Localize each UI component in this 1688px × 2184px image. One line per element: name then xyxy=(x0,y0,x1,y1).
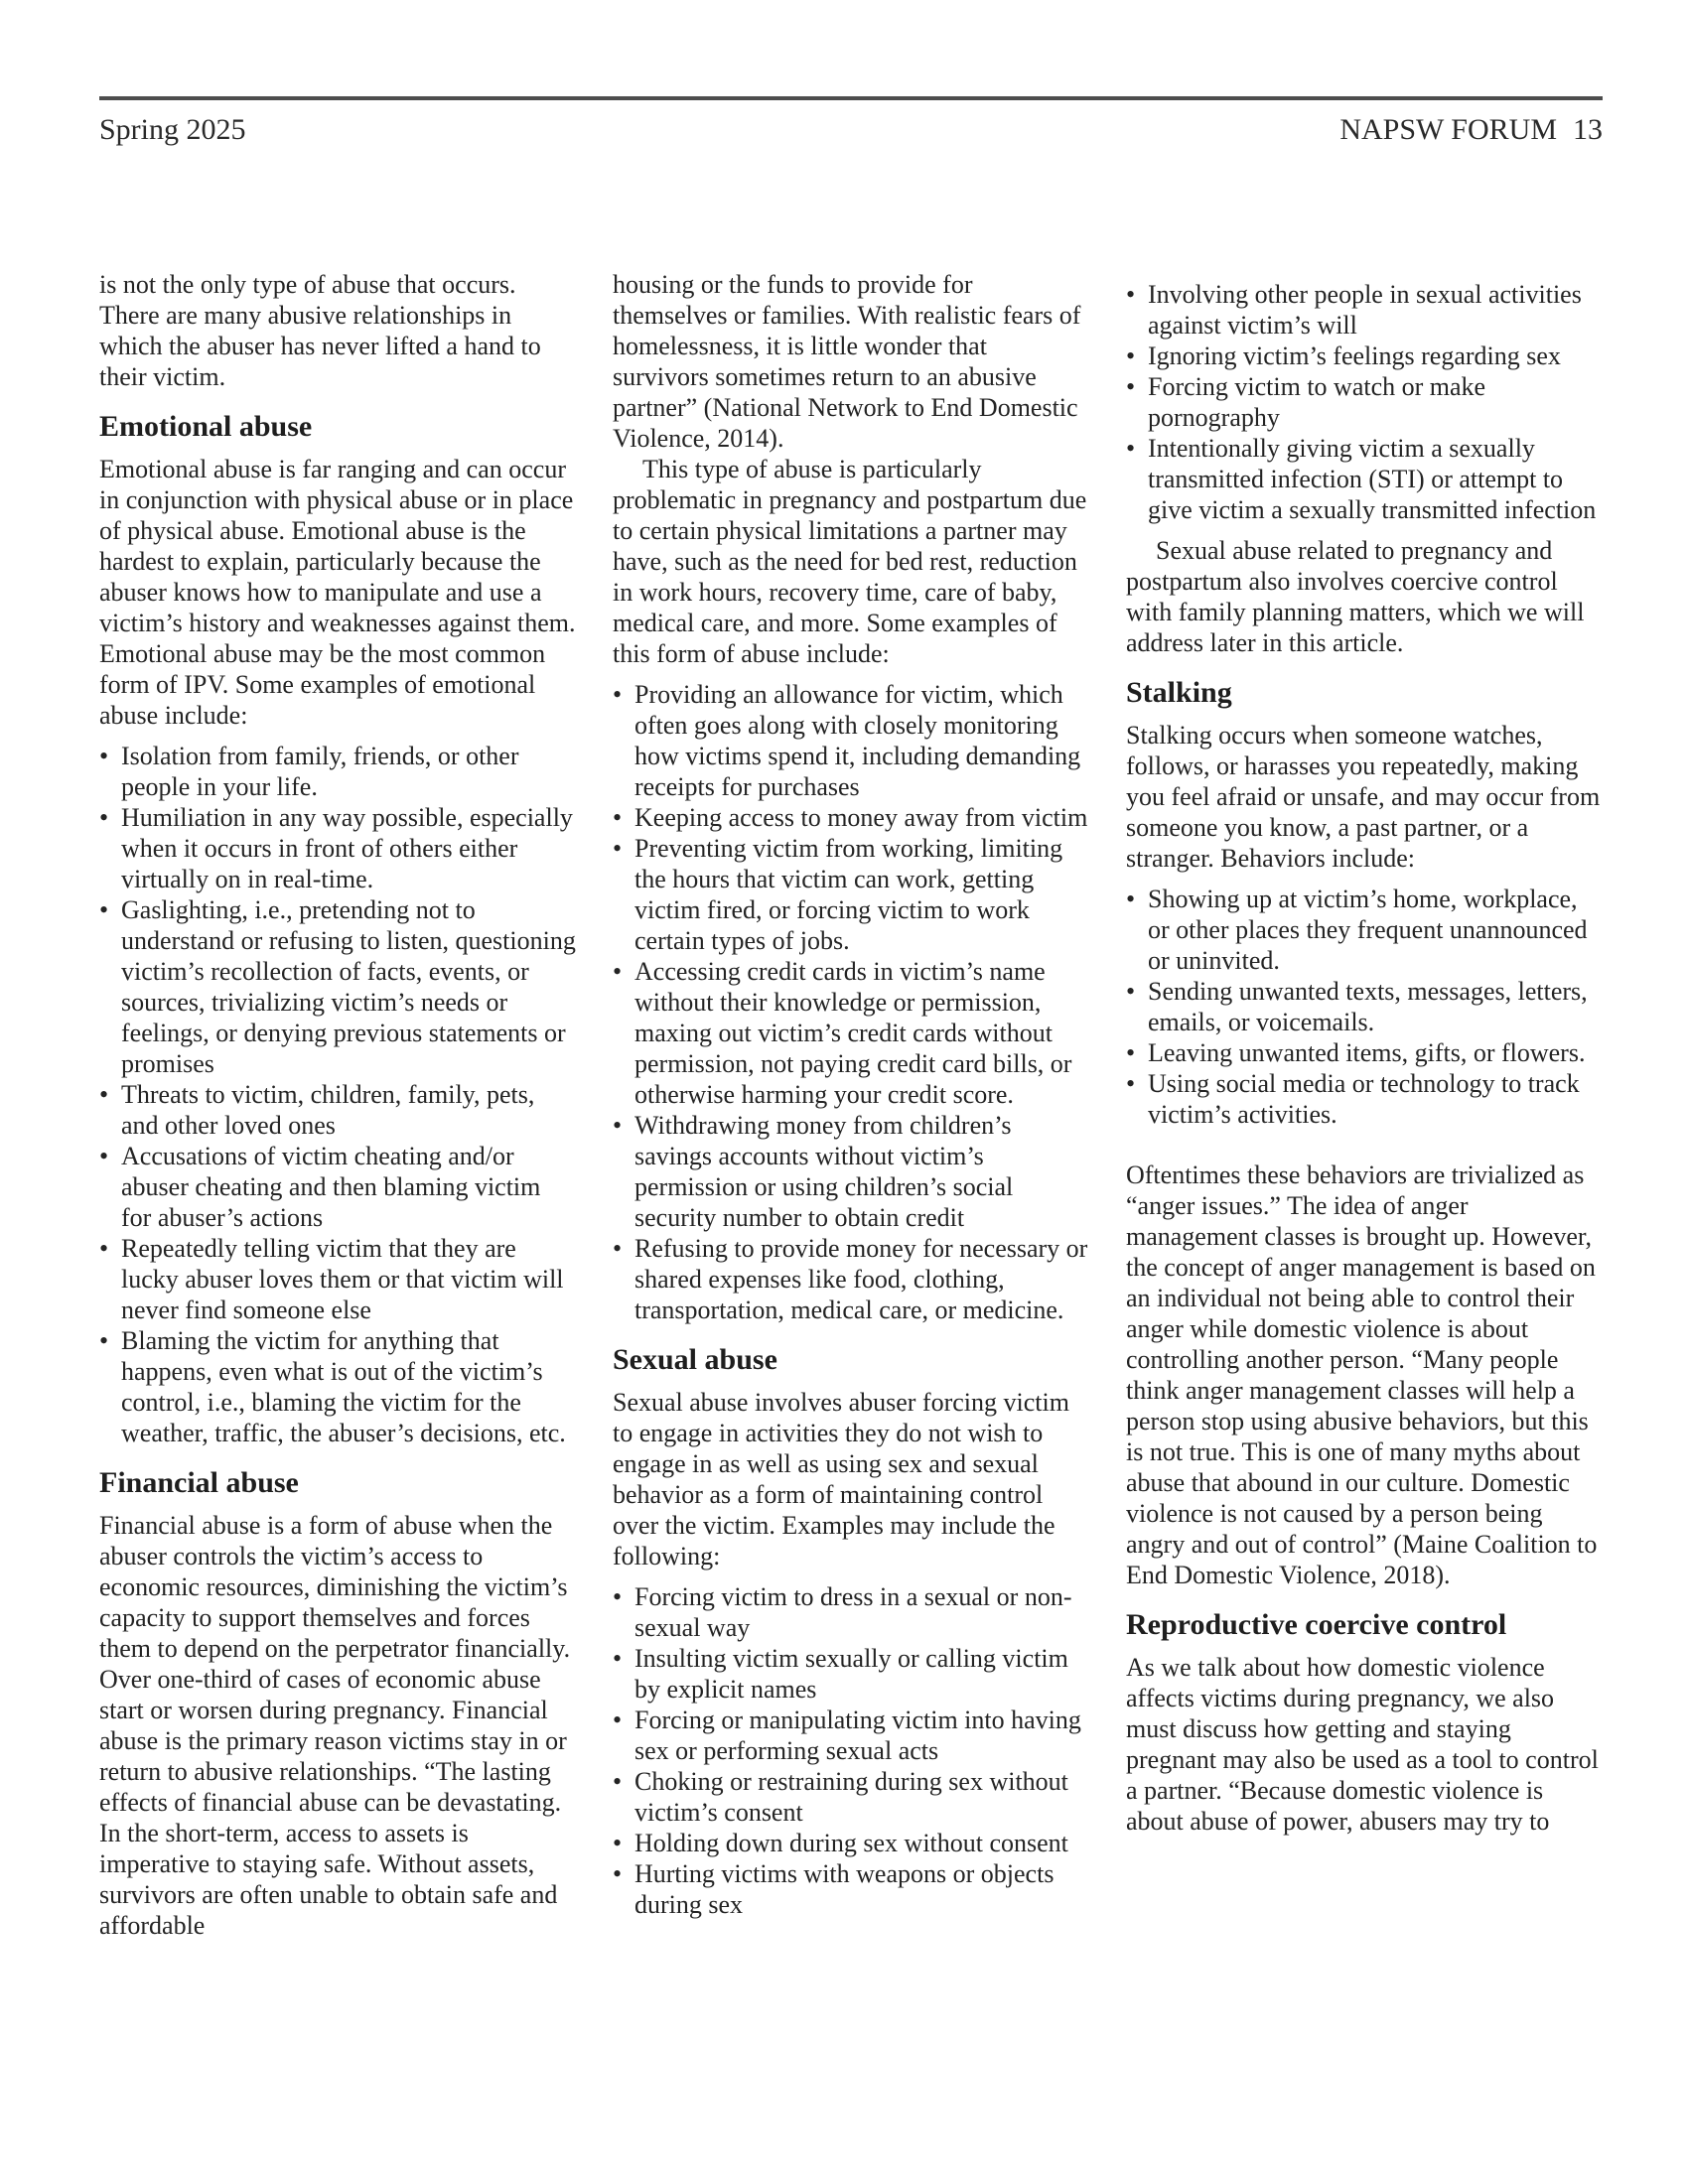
bullet-item xyxy=(99,894,576,1079)
bullet-icon: • xyxy=(613,680,623,709)
body-paragraph: Sexual abuse involves abuser forcing victim to engage in activities they do not wish to engage in as well as using sex and sexual behavior as a form of maintaining control over the victim. Examples may include the following: xyxy=(613,1388,1069,1570)
bullet-icon: • xyxy=(99,1234,109,1263)
bullet-list xyxy=(99,741,576,1448)
bullet-icon: • xyxy=(1126,1038,1136,1067)
bullet-item-text: Using social media or technology to track victim’s activities. xyxy=(1148,1069,1580,1129)
bullet-icon: • xyxy=(613,1859,623,1888)
bullet-item-text: Involving other people in sexual activities against victim’s will xyxy=(1148,280,1582,340)
bullet-icon: • xyxy=(613,1582,623,1611)
bullet-item xyxy=(613,802,1089,833)
section-heading: Emotional abuse xyxy=(99,410,313,443)
page-header xyxy=(99,112,1603,148)
bullet-icon: • xyxy=(1126,885,1136,913)
bullet-item-text: Humiliation in any way possible, especially when it occurs in front of others either virtually on in real-time. xyxy=(121,803,573,893)
bullet-item xyxy=(99,1141,576,1233)
bullet-item xyxy=(1126,371,1603,433)
bullet-item xyxy=(1126,976,1603,1037)
bullet-icon: • xyxy=(613,1234,623,1263)
bullet-item xyxy=(613,1581,1089,1643)
body-paragraph: Oftentimes these behaviors are trivialized as “anger issues.” The idea of anger management classes is brought up. However, the concept of anger management is based on an individual not being able to control their anger while domestic violence is about controlling another person. “Many people think anger management classes will help a person stop using abusive behaviors, but this is not true. This is one of many myths about abuse that abound in our culture. Domestic violence is not caused by a person being angry and out of control” (Maine Coalition to End Domestic Violence, 2018). xyxy=(1126,1160,1598,1589)
bullet-item-text: Choking or restraining during sex without victim’s consent xyxy=(634,1767,1068,1827)
bullet-item xyxy=(613,1110,1089,1233)
bullet-item-text: Gaslighting, i.e., pretending not to understand or refusing to listen, questioning victim’s recollection of facts, events, or sources, trivializing victim’s needs or feelings, or denying previous statements or promises xyxy=(121,895,576,1078)
bullet-icon: • xyxy=(99,1142,109,1170)
bullet-item xyxy=(613,1858,1089,1920)
bullet-item xyxy=(1126,884,1603,976)
bullet-item-text: Leaving unwanted items, gifts, or flowers. xyxy=(1148,1038,1586,1067)
bullet-item-text: Accusations of victim cheating and/or abuser cheating and then blaming victim for abuser’s actions xyxy=(121,1142,541,1232)
bullet-list xyxy=(613,679,1089,1325)
body-paragraph: is not the only type of abuse that occurs. There are many abusive relationships in which the abuser has never lifted a hand to their victim. xyxy=(99,270,541,391)
body-paragraph: This type of abuse is particularly problematic in pregnancy and postpartum due to certain physical limitations a partner may have, such as the need for bed rest, reduction in work hours, recovery time, care of baby, medical care, and more. Some examples of this form of abuse include: xyxy=(613,455,1087,668)
bullet-icon: • xyxy=(613,957,623,986)
bullet-icon: • xyxy=(1126,280,1136,309)
bullet-item-text: Withdrawing money from children’s savings accounts without victim’s permission or using children’s social security number to obtain credit xyxy=(634,1111,1014,1232)
bullet-item xyxy=(613,956,1089,1110)
bullet-item-text: Threats to victim, children, family, pets, and other loved ones xyxy=(121,1080,535,1140)
text-column-1 xyxy=(99,269,576,1941)
article-body xyxy=(99,269,1603,1941)
bullet-item-text: Forcing or manipulating victim into having sex or performing sexual acts xyxy=(634,1706,1081,1765)
bullet-list xyxy=(613,1581,1089,1920)
bullet-item-text: Providing an allowance for victim, which often goes along with closely monitoring how victims spend it, including demanding receipts for purchases xyxy=(634,680,1081,801)
bullet-item xyxy=(99,802,576,894)
bullet-icon: • xyxy=(613,1706,623,1734)
bullet-item-text: Hurting victims with weapons or objects during sex xyxy=(634,1859,1055,1919)
bullet-item xyxy=(613,1705,1089,1766)
bullet-item-text: Forcing victim to watch or make pornography xyxy=(1148,372,1486,432)
bullet-icon: • xyxy=(99,1080,109,1109)
bullet-item xyxy=(613,1828,1089,1858)
body-paragraph: housing or the funds to provide for themselves or families. With realistic fears of homelessness, it is little wonder that survivors sometimes return to an abusive partner” (National Network to End Domestic Violence, 2014). xyxy=(613,270,1081,453)
bullet-item-text: Holding down during sex without consent xyxy=(634,1829,1068,1857)
bullet-item-text: Repeatedly telling victim that they are lucky abuser loves them or that victim will never find someone else xyxy=(121,1234,564,1324)
page-number: 13 xyxy=(1573,113,1603,146)
bullet-item xyxy=(613,1766,1089,1828)
bullet-icon: • xyxy=(613,834,623,863)
bullet-icon: • xyxy=(1126,372,1136,401)
section-heading: Stalking xyxy=(1126,676,1232,709)
bullet-item-text: Forcing victim to dress in a sexual or non-sexual way xyxy=(634,1582,1072,1642)
body-paragraph: Stalking occurs when someone watches, follows, or harasses you repeatedly, making you feel afraid or unsafe, and may occur from someone you know, a past partner, or a stranger. Behaviors include: xyxy=(1126,721,1601,873)
bullet-item-text: Accessing credit cards in victim’s name without their knowledge or permission, maxing out victim’s credit cards without permission, not paying credit card bills, or otherwise harming your credit score. xyxy=(634,957,1072,1109)
bullet-item xyxy=(1126,279,1603,341)
bullet-item-text: Refusing to provide money for necessary or shared expenses like food, clothing, transportation, medical care, or medicine. xyxy=(634,1234,1088,1324)
bullet-icon: • xyxy=(1126,341,1136,370)
bullet-icon: • xyxy=(613,1829,623,1857)
bullet-item xyxy=(613,1233,1089,1325)
bullet-item xyxy=(613,679,1089,802)
bullet-item-text: Sending unwanted texts, messages, letters, emails, or voicemails. xyxy=(1148,977,1588,1036)
body-paragraph: Sexual abuse related to pregnancy and postpartum also involves coercive control with family planning matters, which we will address later in this article. xyxy=(1126,536,1585,657)
section-heading: Financial abuse xyxy=(99,1466,299,1499)
text-column-3 xyxy=(1126,269,1603,1941)
bullet-item-text: Isolation from family, friends, or other people in your life. xyxy=(121,742,519,801)
bullet-icon: • xyxy=(99,803,109,832)
bullet-item-text: Preventing victim from working, limiting the hours that victim can work, getting victim fired, or forcing victim to work certain types of jobs. xyxy=(634,834,1063,955)
bullet-icon: • xyxy=(613,1111,623,1140)
journal-name: NAPSW FORUM xyxy=(1339,113,1557,146)
bullet-item xyxy=(1126,433,1603,525)
bullet-list xyxy=(1126,884,1603,1130)
running-head xyxy=(1339,112,1603,148)
text-column-2 xyxy=(613,269,1089,1941)
bullet-list xyxy=(1126,279,1603,525)
bullet-item xyxy=(1126,1068,1603,1130)
bullet-icon: • xyxy=(613,803,623,832)
bullet-icon: • xyxy=(99,742,109,770)
bullet-item xyxy=(99,1233,576,1325)
body-paragraph: Emotional abuse is far ranging and can occur in conjunction with physical abuse or in place of physical abuse. Emotional abuse is the hardest to explain, particularly because the abuser knows how to manipulate and use a victim’s history and weaknesses against them. Emotional abuse may be the most common form of IPV. Some examples of emotional abuse include: xyxy=(99,455,576,730)
bullet-item xyxy=(99,1325,576,1448)
header-rule xyxy=(99,96,1603,100)
bullet-item-text: Ignoring victim’s feelings regarding sex xyxy=(1148,341,1561,370)
bullet-item-text: Insulting victim sexually or calling victim by explicit names xyxy=(634,1644,1068,1704)
bullet-icon: • xyxy=(1126,434,1136,463)
bullet-item xyxy=(1126,341,1603,371)
bullet-item-text: Blaming the victim for anything that happens, even what is out of the victim’s control, i.e., blaming the victim for the weather, traffic, the abuser’s decisions, etc. xyxy=(121,1326,566,1447)
body-paragraph: Financial abuse is a form of abuse when the abuser controls the victim’s access to economic resources, diminishing the victim’s capacity to support themselves and forces them to depend on the perpetrator financially. Over one-third of cases of economic abuse start or worsen during pregnancy. Financial abuse is the primary reason victims stay in or return to abusive relationships. “The lasting effects of financial abuse can be devastating. In the short-term, access to assets is imperative to staying safe. Without assets, survivors are often unable to obtain safe and affordable xyxy=(99,1511,571,1940)
bullet-icon: • xyxy=(613,1644,623,1673)
section-heading: Sexual abuse xyxy=(613,1343,777,1376)
bullet-icon: • xyxy=(1126,977,1136,1006)
bullet-icon: • xyxy=(99,895,109,924)
bullet-icon: • xyxy=(1126,1069,1136,1098)
bullet-item xyxy=(613,1643,1089,1705)
bullet-item xyxy=(1126,1037,1603,1068)
bullet-item xyxy=(613,833,1089,956)
bullet-item-text: Showing up at victim’s home, workplace, or other places they frequent unannounced or uninvited. xyxy=(1148,885,1588,975)
body-paragraph: As we talk about how domestic violence affects victims during pregnancy, we also must discuss how getting and staying pregnant may also be used as a tool to control a partner. “Because domestic violence is about abuse of power, abusers may try to xyxy=(1126,1653,1599,1836)
bullet-icon: • xyxy=(613,1767,623,1796)
bullet-item-text: Keeping access to money away from victim xyxy=(634,803,1088,832)
bullet-item-text: Intentionally giving victim a sexually transmitted infection (STI) or attempt to give victim a sexually transmitted infection xyxy=(1148,434,1597,524)
bullet-item xyxy=(99,741,576,802)
bullet-icon: • xyxy=(99,1326,109,1355)
section-heading: Reproductive coercive control xyxy=(1126,1608,1507,1641)
issue-date: Spring 2025 xyxy=(99,113,246,146)
bullet-item xyxy=(99,1079,576,1141)
